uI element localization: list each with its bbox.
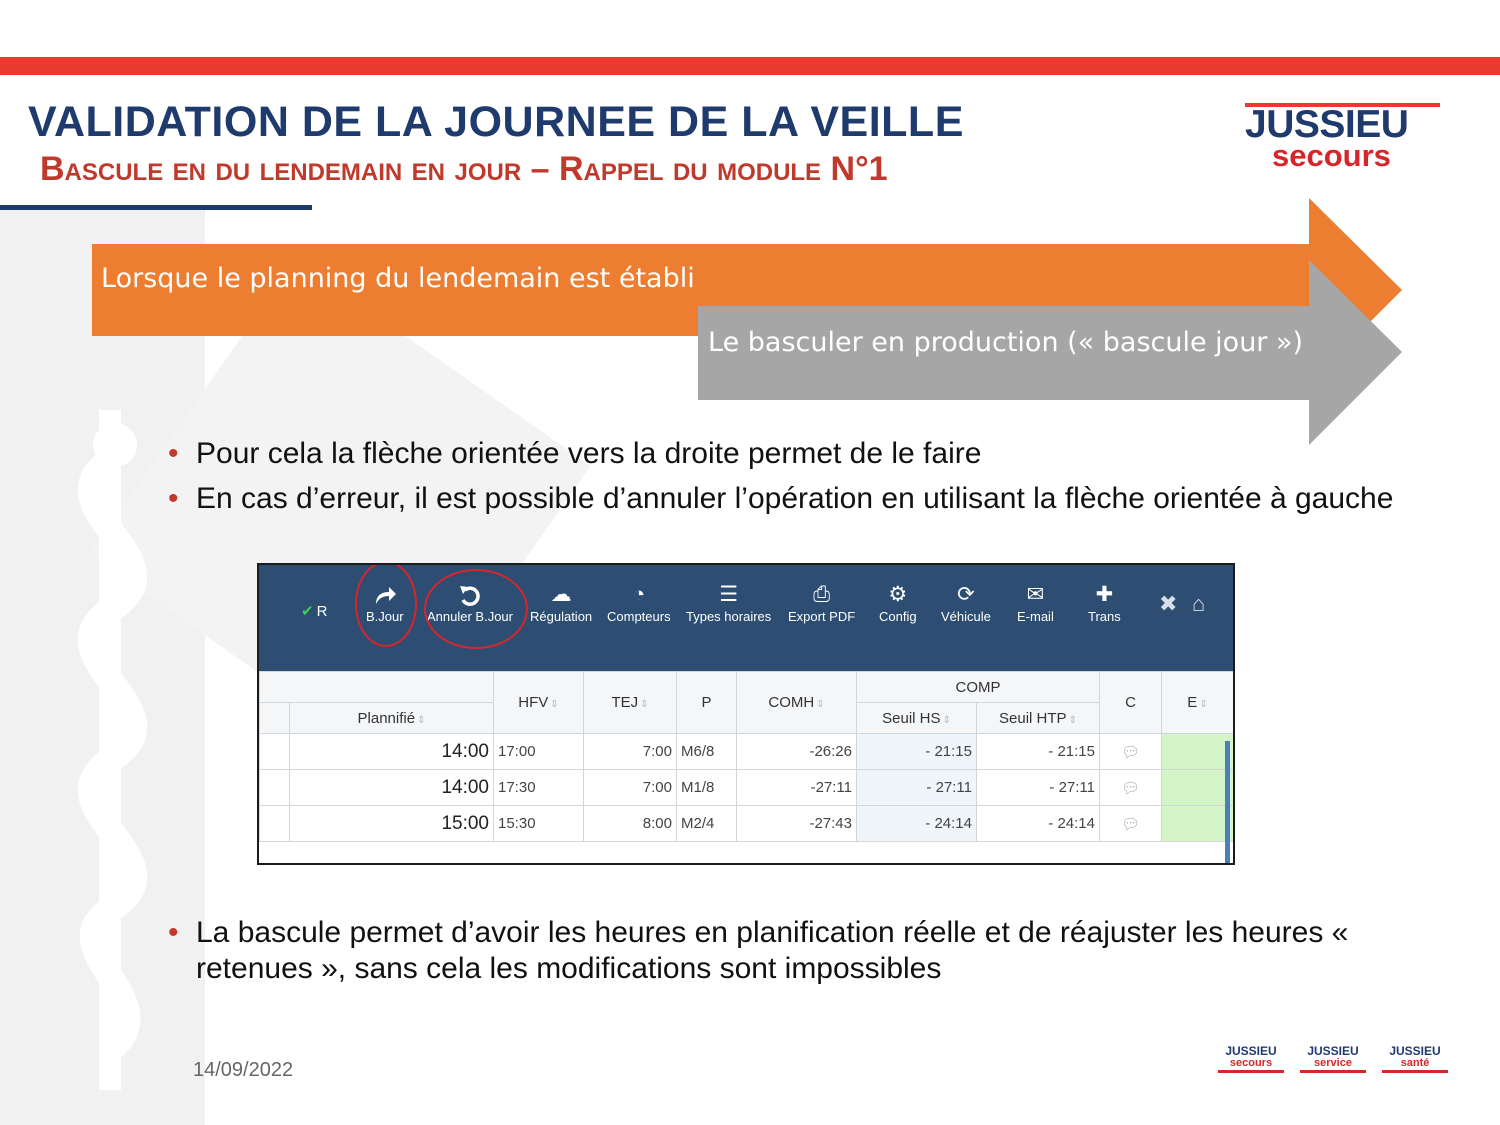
header-e[interactable]: E ⇕ [1162,672,1234,734]
cell-seuil-htp: - 27:11 [977,770,1100,806]
config-button[interactable] [879,583,917,624]
cell-hfv: 17:30 [494,770,584,806]
bullet-item [168,481,1438,517]
home-icon[interactable]: ⌂ [1192,591,1206,616]
bjour-label: B.Jour [366,609,404,624]
types-horaires-button[interactable] [686,583,771,624]
compteurs-button[interactable] [607,583,671,624]
bullet-item [168,436,1438,472]
cell-seuil-hs: - 24:14 [857,806,977,842]
row-blank [260,770,290,806]
trans-button[interactable] [1088,583,1121,624]
cell-tej: 8:00 [584,806,677,842]
row-blank [260,806,290,842]
highlight-circle-bjour [355,563,417,647]
table-row[interactable] [260,734,1234,770]
comment-icon[interactable]: 💬︎ [1100,734,1162,770]
header-comp: COMP [857,672,1100,703]
slide-date: 14/09/2022 [193,1059,294,1081]
cell-seuil-htp: - 24:14 [977,806,1100,842]
cell-hfv: 15:30 [494,806,584,842]
header-planifie[interactable]: Plannifié ⇕ [290,703,494,734]
app-toolbar [259,565,1233,671]
planning-table [259,671,1234,842]
cell-seuil-htp: - 21:15 [977,734,1100,770]
vehicule-button[interactable] [941,583,991,624]
cell-p: M1/8 [677,770,737,806]
list-icon: ☰ [719,583,739,606]
scrollbar[interactable] [1225,741,1230,863]
header-comh[interactable]: COMH ⇕ [737,672,857,734]
highlight-circle-annuler [424,569,528,649]
ambulance-icon: ✚ [1095,583,1114,606]
cell-planifie: 15:00 [290,806,494,842]
cell-planifie: 14:00 [290,770,494,806]
bullet-dot: • [168,437,179,470]
process-arrows [0,0,1500,450]
header-hfv[interactable]: HFV ⇕ [494,672,584,734]
header-seuil-htp[interactable]: Seuil HTP ⇕ [977,703,1100,734]
table-row[interactable] [260,806,1234,842]
logo-main-text: JUSSIEU [1245,103,1409,146]
cell-seuil-hs: - 21:15 [857,734,977,770]
email-label: E-mail [1017,609,1054,624]
header-p[interactable]: P [677,672,737,734]
header-spacer [260,672,494,703]
slide-title: VALIDATION DE LA JOURNEE DE LA VEILLE [28,98,964,146]
cell-tej: 7:00 [584,770,677,806]
bullet-item [168,915,1438,987]
cell-e[interactable] [1162,734,1234,770]
cell-seuil-hs: - 27:11 [857,770,977,806]
regulation-label: Régulation [530,609,593,624]
email-button[interactable] [1017,583,1054,624]
app-screenshot [257,563,1235,865]
config-label: Config [879,609,917,624]
orange-arrow-label: Lorsque le planning du lendemain est établi [101,263,695,294]
regulation-button[interactable] [530,583,592,624]
cell-tej: 7:00 [584,734,677,770]
vehicule-label: Véhicule [941,609,991,624]
refresh-icon: ⟳ [957,583,975,606]
comment-icon[interactable]: 💬︎ [1100,806,1162,842]
header-seuil-hs[interactable]: Seuil HS ⇕ [857,703,977,734]
envelope-icon: ✉ [1026,583,1045,606]
cell-e[interactable] [1162,806,1234,842]
export-pdf-button[interactable] [788,583,855,624]
footer-logo-secours: JUSSIEU secours [1218,1045,1284,1073]
compteurs-label: Compteurs [607,609,671,624]
cell-comh: -26:26 [737,734,857,770]
bullet-text: En cas d’erreur, il est possible d’annuler l’opération en utilisant la flèche orientée à gauche [196,482,1394,515]
cloud-download-icon: ☁ [550,583,572,606]
bullet-text: La bascule permet d’avoir les heures en planification réelle et de réajuster les heures « retenues », sans cela les modifications sont impossibles [196,916,1349,985]
cell-e[interactable] [1162,770,1234,806]
logo-sub-text: secours [1272,138,1391,173]
comment-icon[interactable]: 💬︎ [1100,770,1162,806]
bullet-dot: • [168,482,179,515]
trans-label: Trans [1088,609,1121,624]
close-icon[interactable]: ✖ [1159,591,1178,616]
cell-hfv: 17:00 [494,734,584,770]
types-horaires-label: Types horaires [686,609,772,624]
status-label: R [316,603,328,620]
cell-comh: -27:43 [737,806,857,842]
export-pdf-label: Export PDF [788,609,856,624]
status-indicator [301,602,327,620]
bullet-text: Pour cela la flèche orientée vers la droite permet de le faire [196,437,982,470]
header-c[interactable]: C [1100,672,1162,734]
table-row[interactable] [260,770,1234,806]
footer-logo-service: JUSSIEU service [1300,1045,1366,1073]
gauge-icon: ◔ [632,583,646,606]
header-tej[interactable]: TEJ ⇕ [584,672,677,734]
check-circle-icon: ✔ [301,603,314,620]
pdf-icon: ⎙ [813,583,830,606]
bullet-dot: • [168,916,179,949]
gear-icon: ⚙ [888,583,908,606]
bullet-list-bottom [168,915,1438,996]
annuler-bjour-label: Annuler B.Jour [427,609,513,624]
cell-comh: -27:11 [737,770,857,806]
grey-arrow-label: Le basculer en production (« bascule jour ») [708,327,1304,358]
footer-logo-sante: JUSSIEU santé [1382,1045,1448,1073]
header-blank [260,703,290,734]
row-blank [260,734,290,770]
cell-p: M6/8 [677,734,737,770]
slide-subtitle: Bascule en du lendemain en jour – Rappel du module N°1 [40,150,888,188]
cell-planifie: 14:00 [290,734,494,770]
bullet-list [168,436,1438,526]
cell-p: M2/4 [677,806,737,842]
